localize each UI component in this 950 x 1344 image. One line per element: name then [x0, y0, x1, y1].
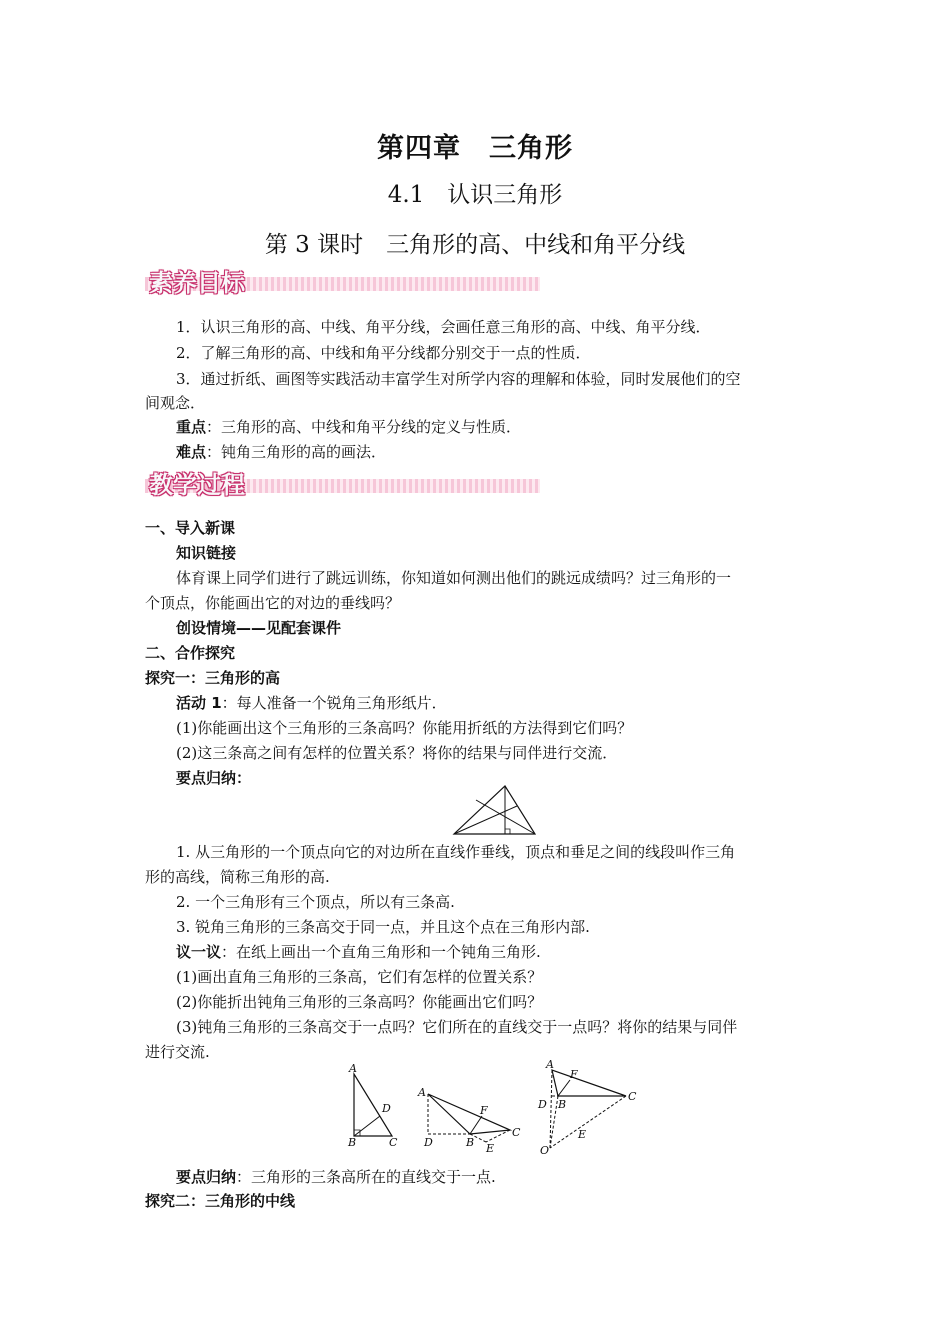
- explore-heading-1: 探究一：三角形的高: [145, 669, 281, 687]
- subheading-scenario: 创设情境——见配套课件: [176, 619, 342, 637]
- question-2: (2)这三条高之间有怎样的位置关系？将你的结果与同伴进行交流．: [176, 744, 618, 762]
- label-b: B: [466, 1136, 475, 1149]
- goals-banner-label: 素养目标: [149, 269, 245, 297]
- label-e: E: [578, 1128, 587, 1141]
- obtuse-triangle-orthocenter-figure: [532, 1056, 642, 1156]
- activity-1-text: ：每人准备一个锐角三角形纸片．: [221, 694, 447, 712]
- subheading-knowledge-link: 知识链接: [176, 544, 237, 562]
- label-c: C: [389, 1136, 398, 1149]
- altitude-bf: [470, 1116, 482, 1134]
- difficult-point-label: 难点: [176, 443, 207, 461]
- label-o: O: [540, 1144, 550, 1156]
- difficult-point: [176, 441, 386, 463]
- activity-1: [176, 692, 447, 714]
- chapter-title: 第四章 三角形: [377, 133, 573, 164]
- key-point-label: 重点: [176, 418, 207, 436]
- paragraph-intro-1: 体育课上同学们进行了跳远训练，你知道如何测出他们的跳远成绩吗？过三角形的一: [176, 569, 732, 587]
- summary-label: 要点归纳：: [176, 769, 252, 787]
- discussion-text: ：在纸上画出一个直角三角形和一个钝角三角形.: [221, 943, 541, 961]
- section-heading-2: 二、合作探究: [145, 644, 236, 662]
- goal-item-1: 1．认识三角形的高、中线、角平分线，会画任意三角形的高、中线、角平分线．: [176, 318, 711, 336]
- difficult-point-text: ：钝角三角形的高的画法．: [206, 443, 387, 461]
- altitude-bf: [558, 1080, 570, 1096]
- discussion-label: 议一议: [176, 943, 222, 961]
- discussion-q3-line-2: 进行交流.: [145, 1043, 210, 1061]
- goal-item-2: 2．了解三角形的高、中线和角平分线都分别交于一点的性质．: [176, 344, 591, 362]
- section-title: 4.1 认识三角形: [387, 182, 563, 208]
- label-d: D: [382, 1102, 391, 1115]
- point-2: 2. 一个三角形有三个顶点，所以有三条高.: [176, 893, 455, 911]
- label-e: E: [486, 1142, 495, 1152]
- summary-2-label: 要点归纳: [176, 1168, 237, 1186]
- label-d: D: [538, 1098, 547, 1111]
- right-angle-mark: [505, 829, 510, 834]
- label-d: D: [424, 1136, 433, 1149]
- section-heading-1: 一、导入新课: [145, 519, 236, 537]
- summary-2: [176, 1166, 496, 1188]
- discussion-q3-line-1: (3)钝角三角形的三条高交于一点吗？它们所在的直线交于一点吗？将你的结果与同伴: [176, 1018, 738, 1036]
- extension-bo: [550, 1096, 558, 1148]
- goals-banner: [145, 264, 540, 296]
- activity-1-label: 活动 1: [176, 694, 222, 712]
- right-triangle-figure: [340, 1058, 410, 1150]
- key-point: [176, 416, 521, 438]
- acute-triangle-figure: [450, 784, 540, 836]
- process-banner-label: 教学过程: [149, 471, 245, 499]
- altitude-bd: [354, 1116, 380, 1136]
- label-f: F: [570, 1068, 578, 1081]
- explore-heading-2: 探究二：三角形的中线: [145, 1192, 296, 1210]
- process-banner: [145, 466, 540, 498]
- goal-item-3-cont: 间观念．: [145, 394, 206, 412]
- point-1-line-2: 形的高线，简称三角形的高.: [145, 868, 330, 886]
- question-1: (1)你能画出这个三角形的三条高吗？你能用折纸的方法得到它们吗？: [176, 719, 633, 737]
- point-1-line-1: 1. 从三角形的一个顶点向它的对边所在直线作垂线，顶点和垂足之间的线段叫作三角: [176, 843, 736, 861]
- label-a: A: [349, 1062, 357, 1075]
- point-3: 3. 锐角三角形的三条高交于同一点，并且这个点在三角形内部.: [176, 918, 590, 936]
- label-b: B: [558, 1098, 567, 1111]
- discussion: [176, 941, 541, 963]
- label-a: A: [418, 1086, 426, 1099]
- key-point-text: ：三角形的高、中线和角平分线的定义与性质．: [206, 418, 522, 436]
- label-c: C: [512, 1126, 521, 1139]
- obtuse-triangle-2: [552, 1070, 626, 1096]
- label-c: C: [628, 1090, 637, 1103]
- label-b: B: [348, 1136, 357, 1149]
- paragraph-intro-2: 个顶点，你能画出它的对边的垂线吗？: [145, 594, 401, 612]
- altitude-2: [454, 806, 517, 834]
- label-f: F: [480, 1104, 488, 1117]
- goal-item-3: 3．通过折纸、画图等实践活动丰富学生对所学内容的理解和体验，同时发展他们的空: [176, 370, 741, 388]
- discussion-q2: (2)你能折出钝角三角形的三条高吗？你能画出它们吗？: [176, 993, 543, 1011]
- discussion-q1: (1)画出直角三角形的三条高，它们有怎样的位置关系？: [176, 968, 543, 986]
- label-a: A: [546, 1058, 554, 1071]
- lesson-title: 第 3 课时 三角形的高、中线和角平分线: [264, 232, 686, 258]
- obtuse-triangle: [428, 1094, 510, 1134]
- obtuse-triangle-figure: [412, 1080, 532, 1152]
- summary-2-text: ：三角形的三条高所在的直线交于一点.: [236, 1168, 496, 1186]
